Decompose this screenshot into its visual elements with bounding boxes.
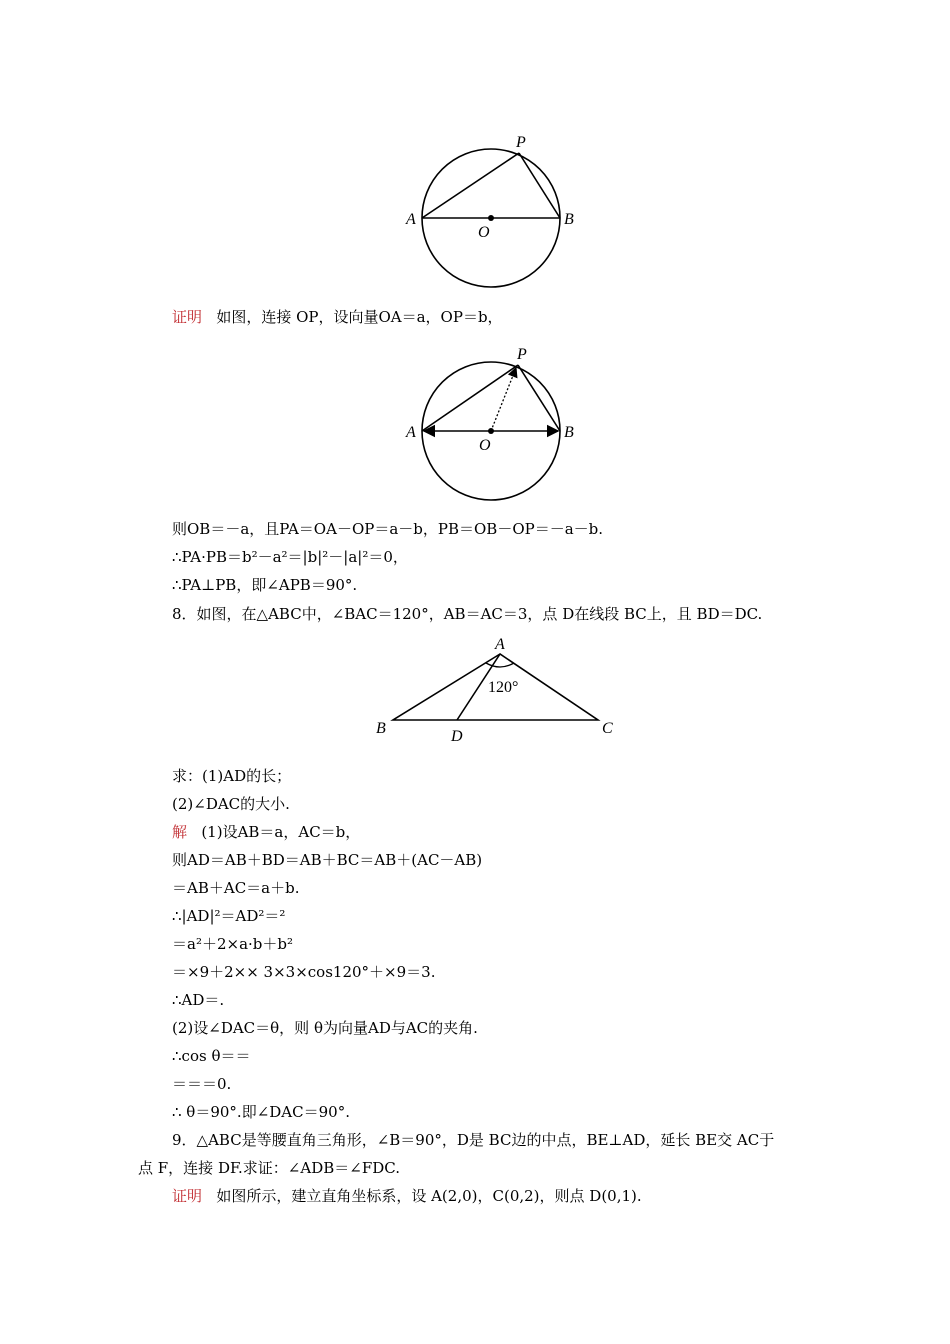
solution-line: ∴AD＝. (172, 991, 225, 1009)
solution-first-line (172, 822, 360, 842)
proof-label: 证明 (172, 1187, 203, 1205)
solution-line: ∴cos θ＝＝ (172, 1047, 251, 1065)
q8-part-1: 求：(1)AD的长； (172, 767, 292, 785)
label-a: A (406, 424, 416, 441)
label-p: P (517, 346, 527, 363)
label-c: C (602, 720, 613, 737)
solution-line: ∴ θ＝90°.即∠DAC＝90°. (172, 1103, 350, 1121)
figure-circle-1 (395, 125, 590, 300)
proof-label: 证明 (172, 308, 203, 326)
label-a: A (495, 636, 505, 653)
step-line: ∴PA⊥PB，即∠APB＝90°. (172, 576, 358, 594)
label-p: P (516, 134, 526, 151)
solution-line: ＝a²＋2×a·b＋b² (172, 935, 293, 953)
label-b: B (564, 424, 574, 441)
solution-line: ＝＝＝0. (172, 1075, 232, 1093)
q8-part-2: (2)∠DAC的大小. (172, 795, 290, 813)
label-b: B (376, 720, 386, 737)
proof1-line (172, 307, 503, 327)
solution-label: 解 (172, 823, 188, 841)
chord-ap (422, 365, 518, 431)
chord-ap (422, 153, 519, 218)
proof-text: 如图，连接 OP，设向量OA＝a，OP＝b， (216, 308, 503, 326)
label-o: O (479, 437, 491, 454)
chord-pb (519, 153, 560, 218)
figure-triangle (360, 633, 625, 755)
proof-text: 如图所示，建立直角坐标系，设 A(2,0)，C(0,2)，则点 D(0,1). (216, 1187, 642, 1205)
solution-line: ＝AB＋AC＝a＋b. (172, 879, 300, 897)
center-point (488, 428, 494, 434)
center-point (488, 215, 494, 221)
solution-line: ∴|AD|²＝AD²＝² (172, 907, 286, 925)
solution-line: 则AD＝AB＋BD＝AB＋BC＝AB＋(AC－AB) (172, 851, 483, 869)
vector-op (491, 368, 516, 431)
question-9-line1: 9．△ABC是等腰直角三角形，∠B＝90°，D是 BC边的中点，BE⊥AD，延长 BE交 AC于 (172, 1131, 775, 1149)
label-b: B (564, 211, 574, 228)
label-o: O (478, 224, 490, 241)
question-8: 8．如图，在△ABC中，∠BAC＝120°，AB＝AC＝3，点 D在线段 BC上，且 BD＝DC. (172, 605, 763, 623)
solution-line: (2)设∠DAC＝θ，则 θ为向量AD与AC的夹角. (172, 1019, 478, 1037)
angle-arc (486, 663, 514, 667)
step-line: ∴PA·PB＝b²－a²＝|b|²－|a|²＝0， (172, 548, 408, 566)
angle-label: 120° (488, 679, 519, 696)
step-line: 则OB＝－a，且PA＝OA－OP＝a－b，PB＝OB－OP＝－a－b. (172, 520, 604, 538)
label-a: A (406, 211, 416, 228)
solution-line: ＝×9＋2×× 3×3×cos120°＋×9＝3. (172, 963, 436, 981)
figure-circle-2 (395, 335, 590, 515)
question-9-line2: 点 F，连接 DF.求证：∠ADB＝∠FDC. (138, 1159, 400, 1177)
proof9-line (172, 1186, 642, 1206)
label-d: D (451, 728, 463, 745)
chord-pb (518, 365, 560, 431)
solution-text: (1)设AB＝a，AC＝b， (201, 823, 361, 841)
